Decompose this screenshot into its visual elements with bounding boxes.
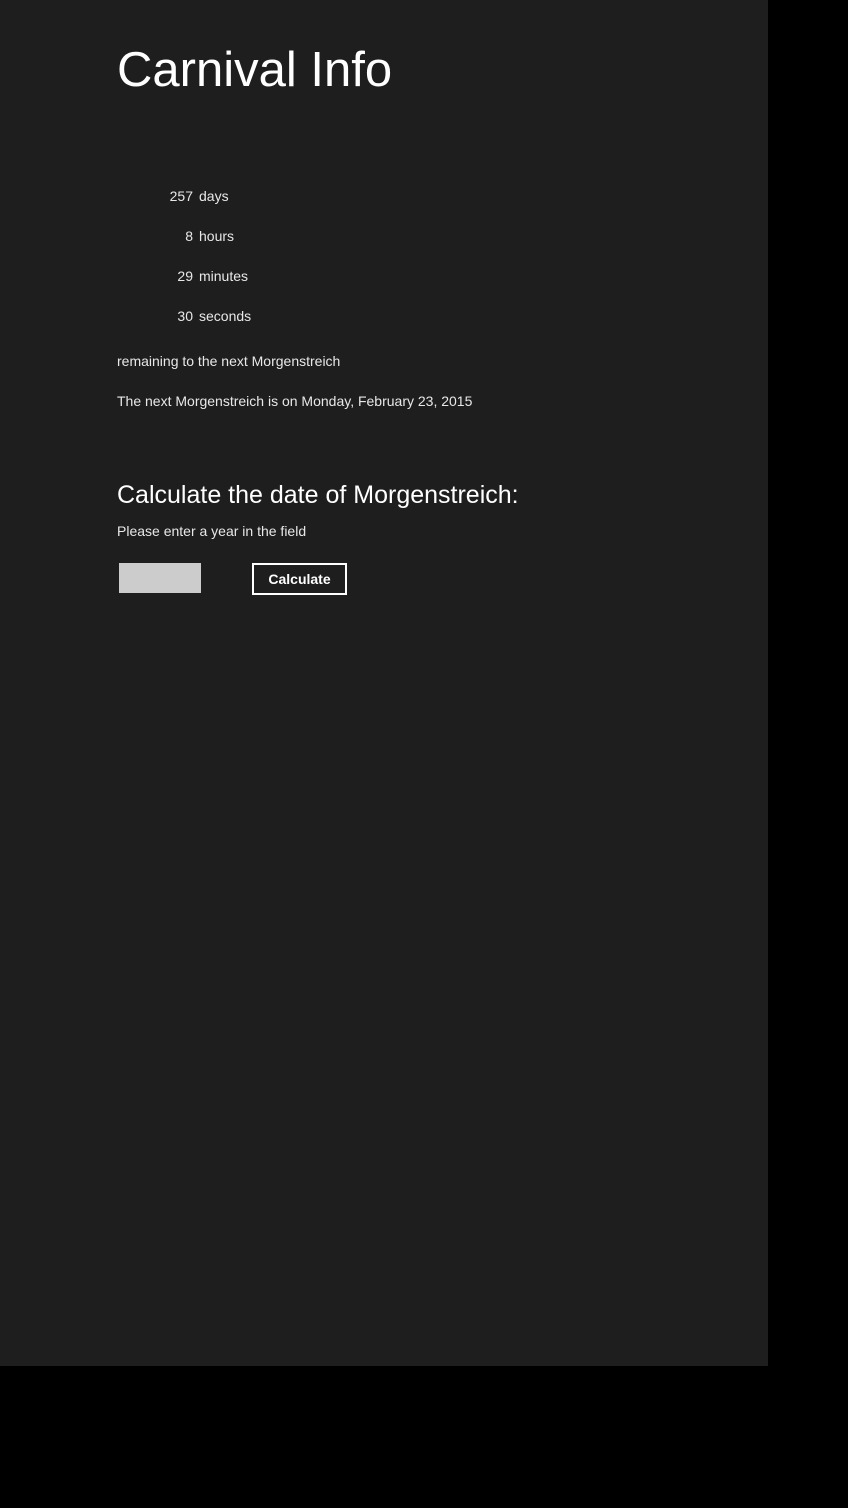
- countdown-value-seconds: 30: [177, 308, 193, 324]
- year-input[interactable]: [119, 563, 201, 593]
- calculate-button[interactable]: Calculate: [252, 563, 347, 595]
- countdown-value-hours: 8: [185, 228, 193, 244]
- countdown-unit-hours: hours: [199, 228, 235, 244]
- countdown-list: [0, 188, 768, 348]
- remaining-label: remaining to the next Morgenstreich: [117, 353, 341, 369]
- countdown-row-minutes: [0, 268, 768, 308]
- countdown-value-days: 257: [169, 188, 193, 204]
- countdown-unit-days: days: [199, 188, 229, 204]
- next-date-label: The next Morgenstreich is on Monday, February 23, 2015: [117, 393, 473, 409]
- calculator-hint: Please enter a year in the field: [117, 523, 307, 539]
- countdown-value-minutes: 29: [177, 268, 193, 284]
- countdown-row-seconds: [0, 308, 768, 348]
- page-title: Carnival Info: [117, 43, 393, 97]
- countdown-row-hours: [0, 228, 768, 268]
- countdown-row-days: [0, 188, 768, 228]
- calculator-heading: Calculate the date of Morgenstreich:: [117, 481, 519, 509]
- countdown-unit-seconds: seconds: [199, 308, 252, 324]
- countdown-unit-minutes: minutes: [199, 268, 249, 284]
